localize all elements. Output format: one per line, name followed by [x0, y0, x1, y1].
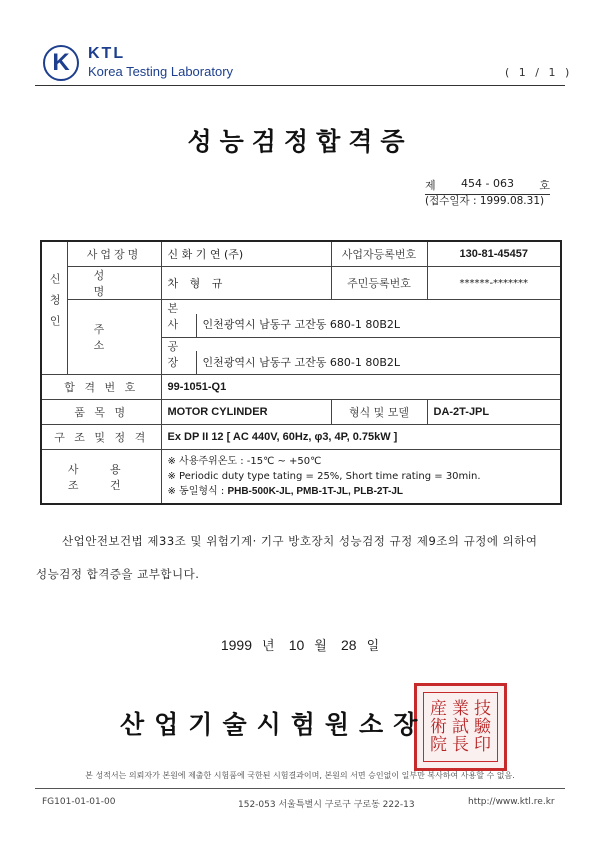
- biz-reg-value: 130-81-45457: [427, 241, 561, 267]
- seal-characters: [417, 686, 504, 768]
- page-indicator: ( 1 / 1 ): [505, 66, 573, 79]
- seal-char: 驗: [474, 717, 491, 737]
- applicant-group-label: [41, 241, 67, 375]
- certificate-table: [40, 240, 562, 505]
- factory-label: 공 장: [167, 339, 183, 369]
- conditions-label: 사 용 조 건: [41, 450, 161, 505]
- seal-char: 術: [430, 717, 447, 737]
- rating-label: 구 조 및 정 격: [41, 425, 161, 450]
- seal-char: 院: [430, 735, 447, 755]
- model-label: 형식 및 모델: [331, 400, 427, 425]
- name-label: 성 명: [67, 267, 161, 300]
- resident-value: ******-*******: [427, 267, 561, 300]
- resident-label: 주민등록번호: [331, 267, 427, 300]
- factory-address-cell: [161, 337, 561, 375]
- company-value: 신 화 기 연 (주): [161, 241, 331, 267]
- month-unit: 월: [314, 639, 327, 654]
- cell-divider: [196, 351, 197, 374]
- hq-address: 인천광역시 남동구 고잔동 680-1 80B2L: [202, 318, 401, 331]
- seal-char: 長: [452, 735, 469, 755]
- pass-no-label: 합 격 번 호: [41, 375, 161, 400]
- model-value: DA-2T-JPL: [427, 400, 561, 425]
- cert-prefix: 제: [425, 179, 436, 192]
- table-row: [41, 375, 561, 400]
- variants-value: PHB-500K-JL, PMB-1T-JL, PLB-2T-JL: [227, 486, 404, 497]
- ktl-logo-name: KTL: [88, 45, 126, 62]
- issue-day: 28: [341, 637, 357, 653]
- hq-label: 본 사: [167, 302, 183, 331]
- name-value: 차 형 규: [161, 267, 331, 300]
- day-unit: 일: [366, 639, 380, 654]
- footer-url[interactable]: http://www.ktl.re.kr: [468, 797, 555, 807]
- table-row: [41, 425, 561, 450]
- factory-address: 인천광역시 남동구 고잔동 680-1 80B2L: [202, 355, 401, 369]
- table-row: [41, 241, 561, 267]
- table-row: [41, 300, 561, 338]
- seal-char: 印: [474, 735, 491, 755]
- issue-month: 10: [288, 637, 305, 653]
- hq-address-cell: [161, 300, 561, 338]
- issue-year: 1999: [220, 637, 253, 653]
- item-value: MOTOR CYLINDER: [161, 400, 331, 425]
- cell-divider: [196, 314, 197, 337]
- body-text-line1: 산업안전보건법 제33조 및 위험기계· 기구 방호장치 성능검정 규정 제9조의 규정에 의하여: [62, 534, 538, 548]
- table-row: [41, 267, 561, 300]
- variants-prefix: ※ 동일형식 :: [167, 486, 225, 497]
- table-row: [41, 400, 561, 425]
- item-label: 품 목 명: [41, 400, 161, 425]
- disclaimer-text: 본 성적서는 의뢰자가 본원에 제출한 시험품에 국한된 시험결과이며, 본원의 서면 승인없이 일부만 복사하여 사용할 수 없음.: [85, 771, 515, 780]
- issuer-name: 산업기술시험원소장: [120, 710, 428, 739]
- rating-value: Ex DP II 12 [ AC 440V, 60Hz, φ3, 4P, 0.75kW ]: [161, 425, 561, 450]
- ktl-logo-letter: K: [52, 49, 70, 76]
- receipt-date: (접수일자 : 1999.08.31): [425, 195, 545, 207]
- footer-address: 152-053 서울특별시 구로구 구로동 222-13: [238, 800, 415, 810]
- cert-suffix: 호: [539, 179, 550, 192]
- organization-name: Korea Testing Laboratory: [88, 64, 234, 79]
- form-code: FG101-01-01-00: [42, 797, 116, 807]
- biz-reg-label: 사업자등록번호: [331, 241, 427, 267]
- body-text-line2: 성능검정 합격증을 교부합니다.: [36, 567, 200, 581]
- footer-divider: [35, 788, 565, 789]
- issue-date: [0, 635, 600, 654]
- seal-char: 業: [452, 699, 469, 719]
- header-divider: [35, 85, 565, 86]
- document-title: 성능검정합격증: [187, 127, 413, 156]
- table-row: [41, 450, 561, 505]
- conditions-value: [161, 450, 561, 505]
- seal-char: 技: [474, 699, 491, 719]
- company-label: 사업장명: [67, 241, 161, 267]
- official-seal: [414, 683, 507, 771]
- condition-line: ※ Periodic duty type tating = 25%, Short time rating = 30min.: [167, 471, 481, 482]
- pass-no-value: 99-1051-Q1: [161, 375, 561, 400]
- seal-char: 産: [430, 699, 447, 719]
- year-unit: 년: [262, 639, 275, 654]
- cert-number: 454 - 063: [461, 177, 514, 190]
- condition-line: ※ 사용주위온도 : -15℃ ~ +50℃: [167, 456, 322, 467]
- seal-char: 試: [452, 717, 469, 737]
- address-label: 주 소: [67, 300, 161, 375]
- applicant-group-text: 신청인: [48, 272, 62, 336]
- variants-line: [168, 484, 555, 499]
